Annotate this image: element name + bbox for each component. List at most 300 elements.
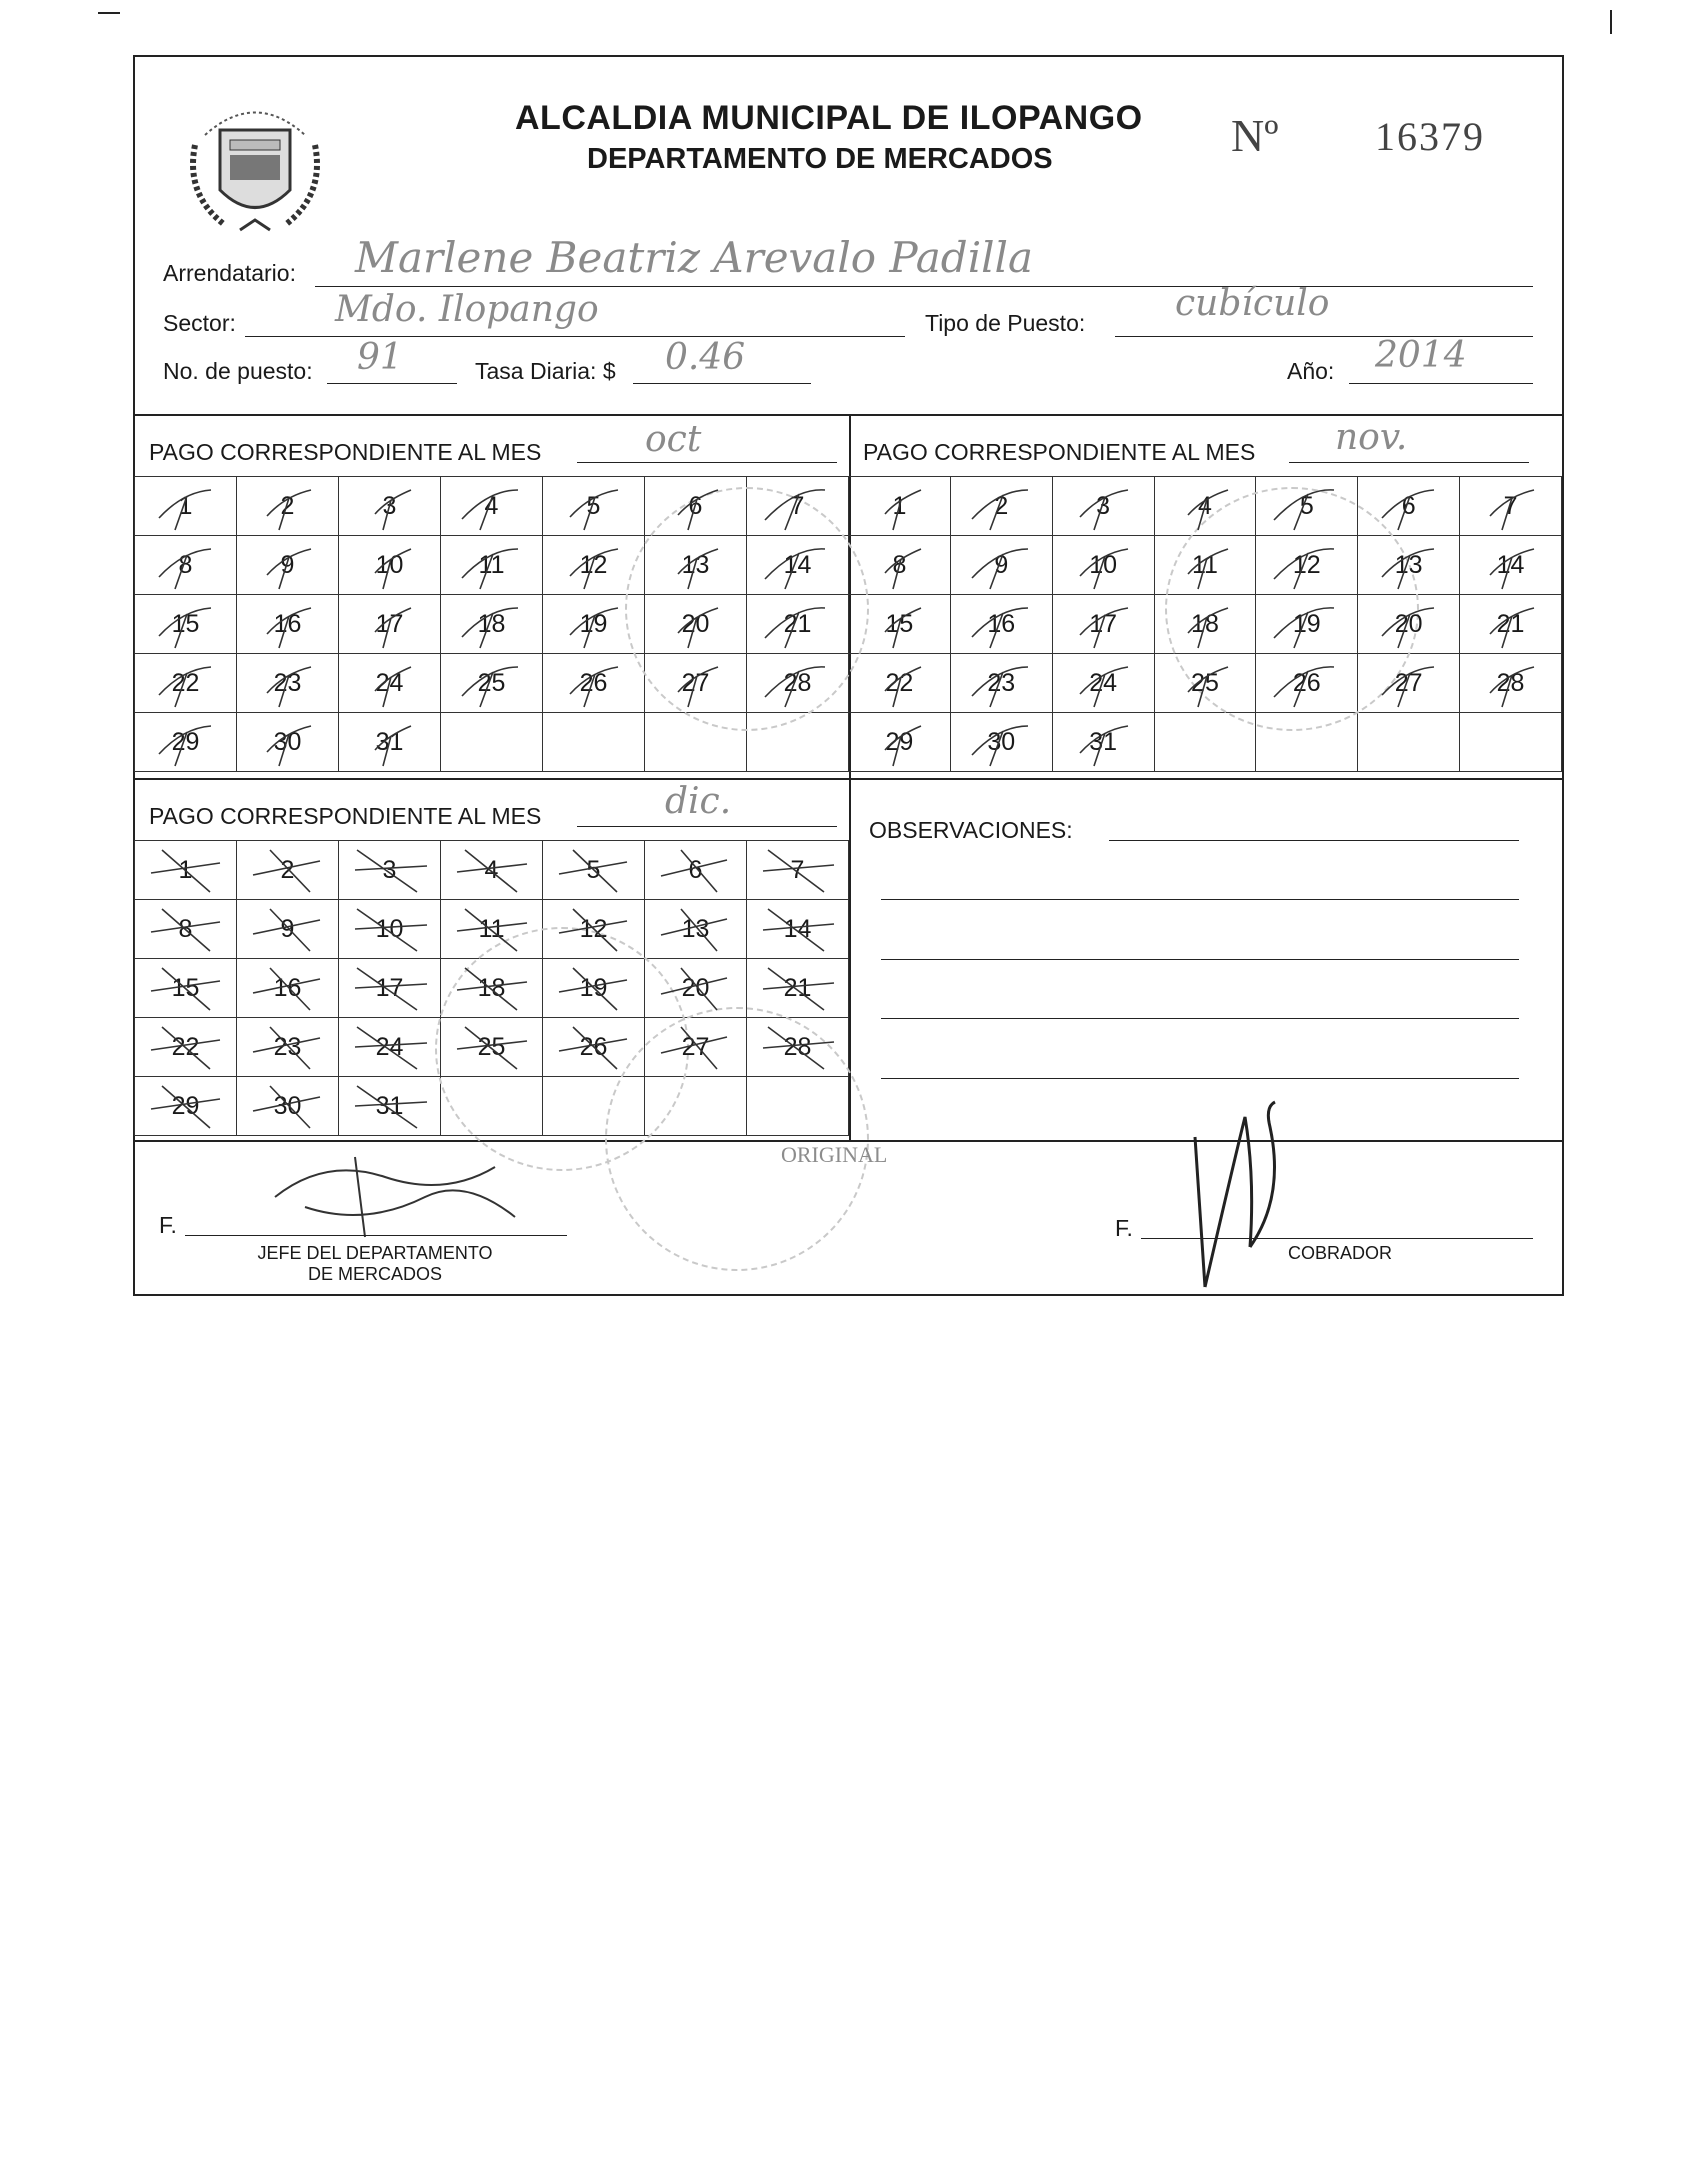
day-number: 1 <box>178 491 193 520</box>
day-cell[interactable] <box>441 595 543 654</box>
payment-check-icon <box>245 657 331 711</box>
payment-check-icon <box>551 480 637 534</box>
day-cell[interactable] <box>237 595 339 654</box>
day-number: 23 <box>273 1032 302 1061</box>
scan-mark <box>1610 10 1612 34</box>
day-number: 17 <box>1089 609 1118 638</box>
day-cell[interactable] <box>339 1018 441 1077</box>
day-cell[interactable] <box>645 959 747 1018</box>
day-number: 4 <box>1198 491 1212 520</box>
day-number: 30 <box>987 727 1016 756</box>
day-number: 2 <box>280 491 295 520</box>
signature-line-cobrador[interactable] <box>1141 1238 1533 1239</box>
day-cell[interactable] <box>1052 595 1154 654</box>
payment-check-icon <box>1468 539 1554 593</box>
day-cell[interactable] <box>747 477 849 536</box>
day-number: 19 <box>579 609 608 638</box>
number-label: Nº <box>1231 110 1279 161</box>
calendar-row <box>849 477 1562 536</box>
tasa-field[interactable]: 0.46 <box>665 337 746 378</box>
payment-check-icon <box>1163 657 1249 711</box>
day-cell[interactable] <box>1460 654 1562 713</box>
day-cell[interactable] <box>339 959 441 1018</box>
day-number: 23 <box>273 668 302 697</box>
payment-check-icon <box>143 716 229 770</box>
scan-mark <box>98 12 120 14</box>
payment-check-icon <box>449 903 535 957</box>
payment-check-icon <box>245 716 331 770</box>
day-cell[interactable] <box>441 959 543 1018</box>
day-cell[interactable] <box>645 477 747 536</box>
day-number: 21 <box>1496 609 1525 638</box>
payment-check-icon <box>1163 598 1249 652</box>
day-cell[interactable] <box>135 841 237 900</box>
empty-day-cell[interactable] <box>1154 713 1256 772</box>
day-cell[interactable] <box>441 841 543 900</box>
day-cell[interactable] <box>1256 595 1358 654</box>
payment-check-icon <box>959 598 1045 652</box>
day-number: 11 <box>478 550 505 579</box>
day-number: 18 <box>477 973 506 1002</box>
empty-day-cell[interactable] <box>1460 713 1562 772</box>
payment-check-icon <box>1061 716 1147 770</box>
day-cell[interactable] <box>747 841 849 900</box>
day-number: 8 <box>178 914 193 943</box>
day-cell[interactable] <box>645 900 747 959</box>
payment-check-icon <box>347 480 433 534</box>
observaciones-label: OBSERVACIONES: <box>869 817 1073 843</box>
day-cell[interactable] <box>237 477 339 536</box>
tipo-puesto-field[interactable]: cubículo <box>1175 283 1330 324</box>
day-cell[interactable] <box>237 1077 339 1136</box>
day-number: 1 <box>178 855 193 884</box>
day-cell[interactable] <box>135 536 237 595</box>
day-cell[interactable] <box>747 595 849 654</box>
payment-check-icon <box>143 539 229 593</box>
day-number: 4 <box>484 855 499 884</box>
day-number: 15 <box>885 609 914 638</box>
day-cell[interactable] <box>339 713 441 772</box>
arrendatario-line <box>315 286 1533 287</box>
month-line <box>1289 462 1529 463</box>
day-cell[interactable] <box>441 900 543 959</box>
payment-check-icon <box>1264 598 1350 652</box>
day-cell[interactable] <box>1154 536 1256 595</box>
payment-check-icon <box>347 657 433 711</box>
day-cell[interactable] <box>237 841 339 900</box>
day-cell[interactable] <box>135 713 237 772</box>
day-number: 23 <box>987 668 1016 697</box>
day-number: 22 <box>171 668 200 697</box>
day-number: 6 <box>1401 491 1416 520</box>
form-number: 16379 <box>1375 114 1485 159</box>
payment-check-icon <box>245 1021 331 1075</box>
day-number: 25 <box>1191 668 1219 697</box>
day-cell[interactable] <box>747 959 849 1018</box>
puesto-field[interactable]: 91 <box>357 337 403 378</box>
observaciones-line[interactable] <box>881 899 1519 900</box>
payment-check-icon <box>551 539 637 593</box>
observaciones-line[interactable] <box>881 1078 1519 1079</box>
signature-line-jefe[interactable] <box>185 1235 567 1236</box>
day-cell[interactable] <box>950 477 1052 536</box>
calendar-row <box>849 654 1562 713</box>
day-number: 31 <box>1089 727 1118 756</box>
day-cell[interactable] <box>1052 536 1154 595</box>
day-cell[interactable] <box>339 841 441 900</box>
day-number: 21 <box>783 609 812 638</box>
day-cell[interactable] <box>950 713 1052 772</box>
day-cell[interactable] <box>849 595 951 654</box>
day-cell[interactable] <box>237 713 339 772</box>
observaciones-line[interactable] <box>1109 840 1519 841</box>
day-cell[interactable] <box>441 536 543 595</box>
payment-check-icon <box>449 1021 535 1075</box>
day-cell[interactable] <box>1358 595 1460 654</box>
day-cell[interactable] <box>339 1077 441 1136</box>
day-number: 9 <box>994 550 1009 579</box>
day-number: 10 <box>375 550 404 579</box>
payment-check-icon <box>1264 480 1350 534</box>
day-cell[interactable] <box>645 841 747 900</box>
payment-check-icon <box>1061 480 1147 534</box>
month-heading-label: PAGO CORRESPONDIENTE AL MES <box>863 439 1256 465</box>
cobrador-title: COBRADOR <box>1287 1243 1392 1263</box>
day-cell[interactable] <box>1154 654 1256 713</box>
month-heading-label: PAGO CORRESPONDIENTE AL MES <box>149 803 542 829</box>
signature-prefix: F. <box>1115 1215 1133 1241</box>
day-number: 4 <box>484 491 499 520</box>
observaciones-line[interactable] <box>881 959 1519 960</box>
jefe-title-line1: JEFE DEL DEPARTAMENTO <box>257 1243 493 1263</box>
payment-check-icon <box>959 539 1045 593</box>
day-number: 27 <box>681 668 710 697</box>
payment-check-icon <box>755 657 841 711</box>
day-number: 17 <box>375 973 404 1002</box>
original-mark: ORIGINAL <box>781 1142 888 1167</box>
day-cell[interactable] <box>543 900 645 959</box>
day-number: 3 <box>1096 491 1111 520</box>
payment-check-icon <box>755 598 841 652</box>
day-number: 29 <box>171 1091 200 1120</box>
payment-check-icon <box>449 657 535 711</box>
payment-check-icon <box>653 598 739 652</box>
payment-check-icon <box>653 539 739 593</box>
day-cell[interactable] <box>543 595 645 654</box>
day-number: 26 <box>579 668 608 697</box>
day-cell[interactable] <box>339 595 441 654</box>
payment-check-icon <box>857 657 943 711</box>
sector-field[interactable]: Mdo. Ilopango <box>335 289 599 330</box>
day-number: 15 <box>171 973 200 1002</box>
payment-check-icon <box>1061 539 1147 593</box>
payment-check-icon <box>245 962 331 1016</box>
tipo-puesto-label: Tipo de Puesto: <box>925 310 1086 336</box>
payment-check-icon <box>755 903 841 957</box>
payment-check-icon <box>1163 480 1249 534</box>
payment-check-icon <box>347 539 433 593</box>
day-number: 28 <box>783 668 812 697</box>
day-number: 3 <box>382 855 397 884</box>
day-number: 20 <box>1394 609 1423 638</box>
day-cell[interactable] <box>135 1077 237 1136</box>
day-cell[interactable] <box>1154 477 1256 536</box>
day-cell[interactable] <box>950 595 1052 654</box>
month-heading <box>149 439 541 466</box>
day-cell[interactable] <box>339 536 441 595</box>
day-number: 24 <box>1089 668 1118 697</box>
tipo-puesto-line <box>1115 336 1533 337</box>
payment-check-icon <box>653 1021 739 1075</box>
payment-check-icon <box>347 903 433 957</box>
payment-check-icon <box>143 657 229 711</box>
day-cell[interactable] <box>543 841 645 900</box>
day-number: 5 <box>586 491 601 520</box>
day-number: 7 <box>790 855 805 884</box>
day-number: 10 <box>375 914 404 943</box>
day-number: 10 <box>1089 550 1118 579</box>
anio-line <box>1349 383 1533 384</box>
day-cell[interactable] <box>237 900 339 959</box>
day-number: 24 <box>375 1032 404 1061</box>
day-cell[interactable] <box>1052 477 1154 536</box>
payment-check-icon <box>245 1080 331 1134</box>
form-header <box>135 57 1562 416</box>
day-cell[interactable] <box>441 654 543 713</box>
month-field-nov[interactable]: nov. <box>1335 417 1408 458</box>
day-number: 19 <box>579 973 608 1002</box>
day-number: 13 <box>1394 550 1423 579</box>
day-cell[interactable] <box>1358 536 1460 595</box>
day-number: 20 <box>681 973 710 1002</box>
day-number: 15 <box>171 609 200 638</box>
payment-check-icon <box>551 598 637 652</box>
day-cell[interactable] <box>543 536 645 595</box>
signature-jefe-icon <box>265 1137 525 1247</box>
month-heading-label: PAGO CORRESPONDIENTE AL MES <box>149 439 542 465</box>
tasa-label: Tasa Diaria: $ <box>475 358 616 384</box>
day-cell[interactable] <box>747 900 849 959</box>
day-number: 25 <box>477 1032 506 1061</box>
payment-check-icon <box>755 1021 841 1075</box>
day-number: 5 <box>586 855 601 884</box>
day-cell[interactable] <box>237 1018 339 1077</box>
day-number: 19 <box>1292 609 1321 638</box>
day-cell[interactable] <box>339 477 441 536</box>
day-cell[interactable] <box>339 900 441 959</box>
payment-check-icon <box>143 1021 229 1075</box>
day-number: 31 <box>375 1091 404 1120</box>
day-number: 17 <box>375 609 404 638</box>
day-number: 5 <box>1299 491 1314 520</box>
day-cell[interactable] <box>237 536 339 595</box>
day-number: 7 <box>790 491 805 520</box>
day-number: 24 <box>375 668 404 697</box>
day-cell[interactable] <box>543 1018 645 1077</box>
day-number: 14 <box>783 550 812 579</box>
day-number: 12 <box>579 914 608 943</box>
payment-check-icon <box>551 844 637 898</box>
payment-check-icon <box>1366 598 1452 652</box>
month-field-oct[interactable]: oct <box>645 419 702 460</box>
day-number: 22 <box>885 668 914 697</box>
day-cell[interactable] <box>1052 654 1154 713</box>
day-number: 31 <box>375 727 404 756</box>
empty-day-cell[interactable] <box>543 713 645 772</box>
day-cell[interactable] <box>849 536 951 595</box>
payment-check-icon <box>245 480 331 534</box>
payment-check-icon <box>347 598 433 652</box>
payment-check-icon <box>143 962 229 1016</box>
payment-check-icon <box>1468 657 1554 711</box>
day-number: 22 <box>171 1032 200 1061</box>
jefe-title-line2: DE MERCADOS <box>307 1264 442 1284</box>
puesto-label: No. de puesto: <box>163 358 313 384</box>
payment-check-icon <box>449 844 535 898</box>
day-number: 28 <box>783 1032 812 1061</box>
day-cell[interactable] <box>135 900 237 959</box>
payment-check-icon <box>653 962 739 1016</box>
day-cell[interactable] <box>135 1018 237 1077</box>
day-cell[interactable] <box>1460 477 1562 536</box>
payment-check-icon <box>347 844 433 898</box>
payment-check-icon <box>143 903 229 957</box>
day-cell[interactable] <box>237 959 339 1018</box>
day-cell[interactable] <box>645 595 747 654</box>
payment-check-icon <box>551 903 637 957</box>
day-number: 18 <box>477 609 506 638</box>
anio-field[interactable]: 2014 <box>1375 335 1467 376</box>
payment-check-icon <box>857 716 943 770</box>
day-number: 8 <box>178 550 193 579</box>
payment-check-icon <box>1468 598 1554 652</box>
day-cell[interactable] <box>135 654 237 713</box>
day-cell[interactable] <box>849 713 951 772</box>
day-number: 26 <box>579 1032 608 1061</box>
day-cell[interactable] <box>747 536 849 595</box>
day-cell[interactable] <box>543 959 645 1018</box>
day-cell[interactable] <box>441 477 543 536</box>
payment-check-icon <box>1264 657 1350 711</box>
month-line <box>577 826 837 827</box>
municipal-seal-icon <box>185 95 325 245</box>
day-number: 27 <box>681 1032 710 1061</box>
day-cell[interactable] <box>135 959 237 1018</box>
day-number: 18 <box>1191 609 1219 638</box>
day-cell[interactable] <box>237 654 339 713</box>
empty-day-cell[interactable] <box>1358 713 1460 772</box>
payment-check-icon <box>551 1021 637 1075</box>
day-cell[interactable] <box>135 595 237 654</box>
day-number: 6 <box>688 855 703 884</box>
anio-label: Año: <box>1287 358 1335 384</box>
day-cell[interactable] <box>849 654 951 713</box>
day-cell[interactable] <box>849 477 951 536</box>
payment-check-icon <box>347 1021 433 1075</box>
day-number: 30 <box>273 727 302 756</box>
payment-check-icon <box>245 539 331 593</box>
payment-check-icon <box>755 844 841 898</box>
day-cell[interactable] <box>747 1018 849 1077</box>
day-cell[interactable] <box>950 654 1052 713</box>
day-cell[interactable] <box>1358 477 1460 536</box>
day-number: 25 <box>477 668 506 697</box>
day-number: 16 <box>273 609 302 638</box>
payment-check-icon <box>755 962 841 1016</box>
day-cell[interactable] <box>645 654 747 713</box>
calendar-row <box>849 536 1562 595</box>
day-number: 11 <box>478 914 505 943</box>
day-cell[interactable] <box>747 654 849 713</box>
day-cell[interactable] <box>1460 595 1562 654</box>
empty-day-cell[interactable] <box>441 713 543 772</box>
calendar-row <box>135 841 849 900</box>
tasa-line <box>633 383 811 384</box>
day-cell[interactable] <box>1460 536 1562 595</box>
day-number: 11 <box>1191 550 1218 579</box>
day-cell[interactable] <box>645 536 747 595</box>
payment-check-icon <box>1366 539 1452 593</box>
day-number: 29 <box>885 727 914 756</box>
payment-check-icon <box>449 480 535 534</box>
day-cell[interactable] <box>645 1018 747 1077</box>
day-cell[interactable] <box>339 654 441 713</box>
day-cell[interactable] <box>950 536 1052 595</box>
arrendatario-label: Arrendatario: <box>163 260 296 286</box>
day-cell[interactable] <box>1256 536 1358 595</box>
day-cell[interactable] <box>543 477 645 536</box>
day-cell[interactable] <box>441 1018 543 1077</box>
section-divider <box>135 778 849 780</box>
month-grid-nov <box>848 476 1562 772</box>
payment-check-icon <box>1264 539 1350 593</box>
day-number: 2 <box>994 491 1009 520</box>
observaciones-line[interactable] <box>881 1018 1519 1019</box>
sector-line <box>245 336 905 337</box>
day-number: 30 <box>273 1091 302 1120</box>
day-cell[interactable] <box>135 477 237 536</box>
payment-check-icon <box>245 844 331 898</box>
day-number: 9 <box>280 914 295 943</box>
payment-check-icon <box>857 480 943 534</box>
day-number: 26 <box>1292 668 1321 697</box>
day-cell[interactable] <box>1052 713 1154 772</box>
day-number: 27 <box>1394 668 1423 697</box>
month-field-dic[interactable]: dic. <box>665 781 732 822</box>
payment-check-icon <box>959 716 1045 770</box>
calendar-row <box>849 713 1562 772</box>
day-number: 12 <box>1292 550 1321 579</box>
payment-check-icon <box>551 657 637 711</box>
payment-check-icon <box>143 598 229 652</box>
arrendatario-field[interactable]: Marlene Beatriz Arevalo Padilla <box>355 233 1034 282</box>
payment-check-icon <box>143 1080 229 1134</box>
day-number: 8 <box>892 550 907 579</box>
market-payment-form <box>133 55 1564 1296</box>
day-cell[interactable] <box>1358 654 1460 713</box>
day-cell[interactable] <box>1256 654 1358 713</box>
day-number: 7 <box>1503 491 1518 520</box>
day-cell[interactable] <box>543 654 645 713</box>
day-number: 28 <box>1496 668 1525 697</box>
month-heading <box>863 439 1255 466</box>
payment-check-icon <box>449 962 535 1016</box>
day-cell[interactable] <box>1154 595 1256 654</box>
payment-check-icon <box>245 598 331 652</box>
day-number: 12 <box>579 550 608 579</box>
day-cell[interactable] <box>1256 477 1358 536</box>
payment-check-icon <box>857 539 943 593</box>
